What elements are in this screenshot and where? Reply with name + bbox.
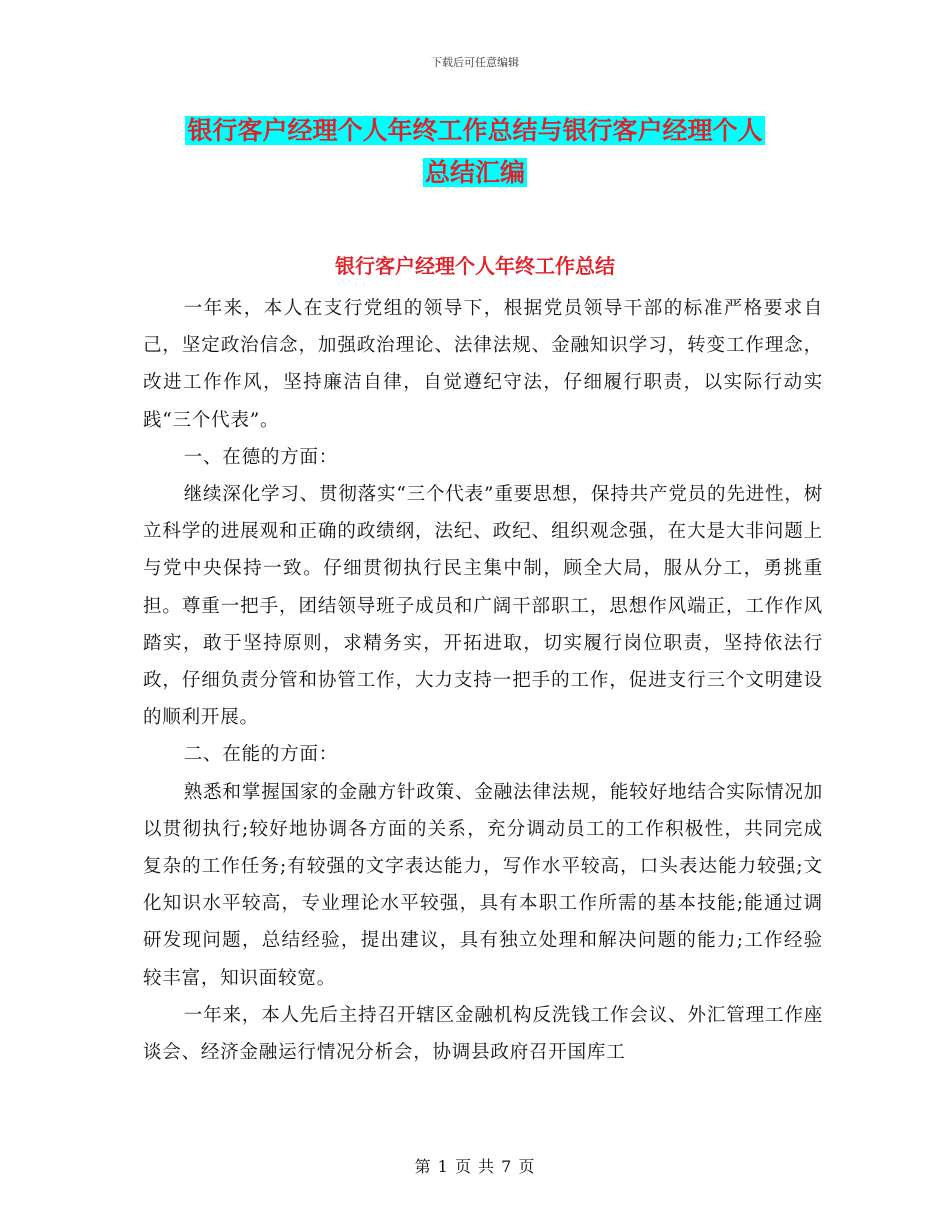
paragraph: 熟悉和掌握国家的金融方针政策、金融法律法规，能较好地结合实际情况加以贯彻执行;较好地协调各方面的关系，充分调动员工的工作积极性，共同完成复杂的工作任务;有较强的文字表达能力，写作水平较高，口头表达能力较强;文化知识水平较高，专业理论水平较强，具有本职工作所需的基本技能;能通过调研发现问题，总结经验，提出建议，具有独立处理和解决问题的能力;工作经验较丰富，知识面较宽。 — [143, 781, 823, 989]
title-line-1: 银行客户经理个人年终工作总结与银行客户经理个人 — [187, 116, 763, 145]
paragraph: 一、在德的方面： — [183, 446, 339, 468]
paragraph: 继续深化学习、贯彻落实“三个代表”重要思想，保持共产党员的先进性，树立科学的进展观和正确的政绩纲，法纪、政纪、组织观念强，在大是大非问题上与党中央保持一致。仔细贯彻执行民主集中制，顾全大局，服从分工，勇挑重担。尊重一把手，团结领导班子成员和广阔干部职工，思想作风端正，工作作风踏实，敢于坚持原则，求精务实，开拓进取，切实履行岗位职责，坚持依法行政，仔细负责分管和协管工作，大力支持一把手的工作，促进支行三个文明建设的顺利开展。 — [143, 484, 823, 729]
document-title — [140, 110, 810, 194]
page-footer: 第 1 页 共 7 页 — [414, 1157, 536, 1176]
paragraph: 一年来，本人在支行党组的领导下，根据党员领导干部的标准严格要求自己，坚定政治信念，加强政治理论、法律法规、金融知识学习，转变工作理念，改进工作作风，坚持廉洁自律，自觉遵纪守法，仔细履行职责，以实际行动实践“三个代表”。 — [143, 298, 823, 431]
title-line-2: 总结汇编 — [424, 158, 525, 187]
paragraph: 一年来，本人先后主持召开辖区金融机构反洗钱工作会议、外汇管理工作座谈会、经济金融运行情况分析会，协调县政府召开国库工 — [143, 1004, 823, 1064]
section-title: 银行客户经理个人年终工作总结 — [335, 254, 615, 278]
paragraph: 二、在能的方面： — [183, 744, 339, 766]
body-text — [143, 290, 823, 1071]
page-header: 下载后可任意编辑 — [431, 56, 519, 69]
